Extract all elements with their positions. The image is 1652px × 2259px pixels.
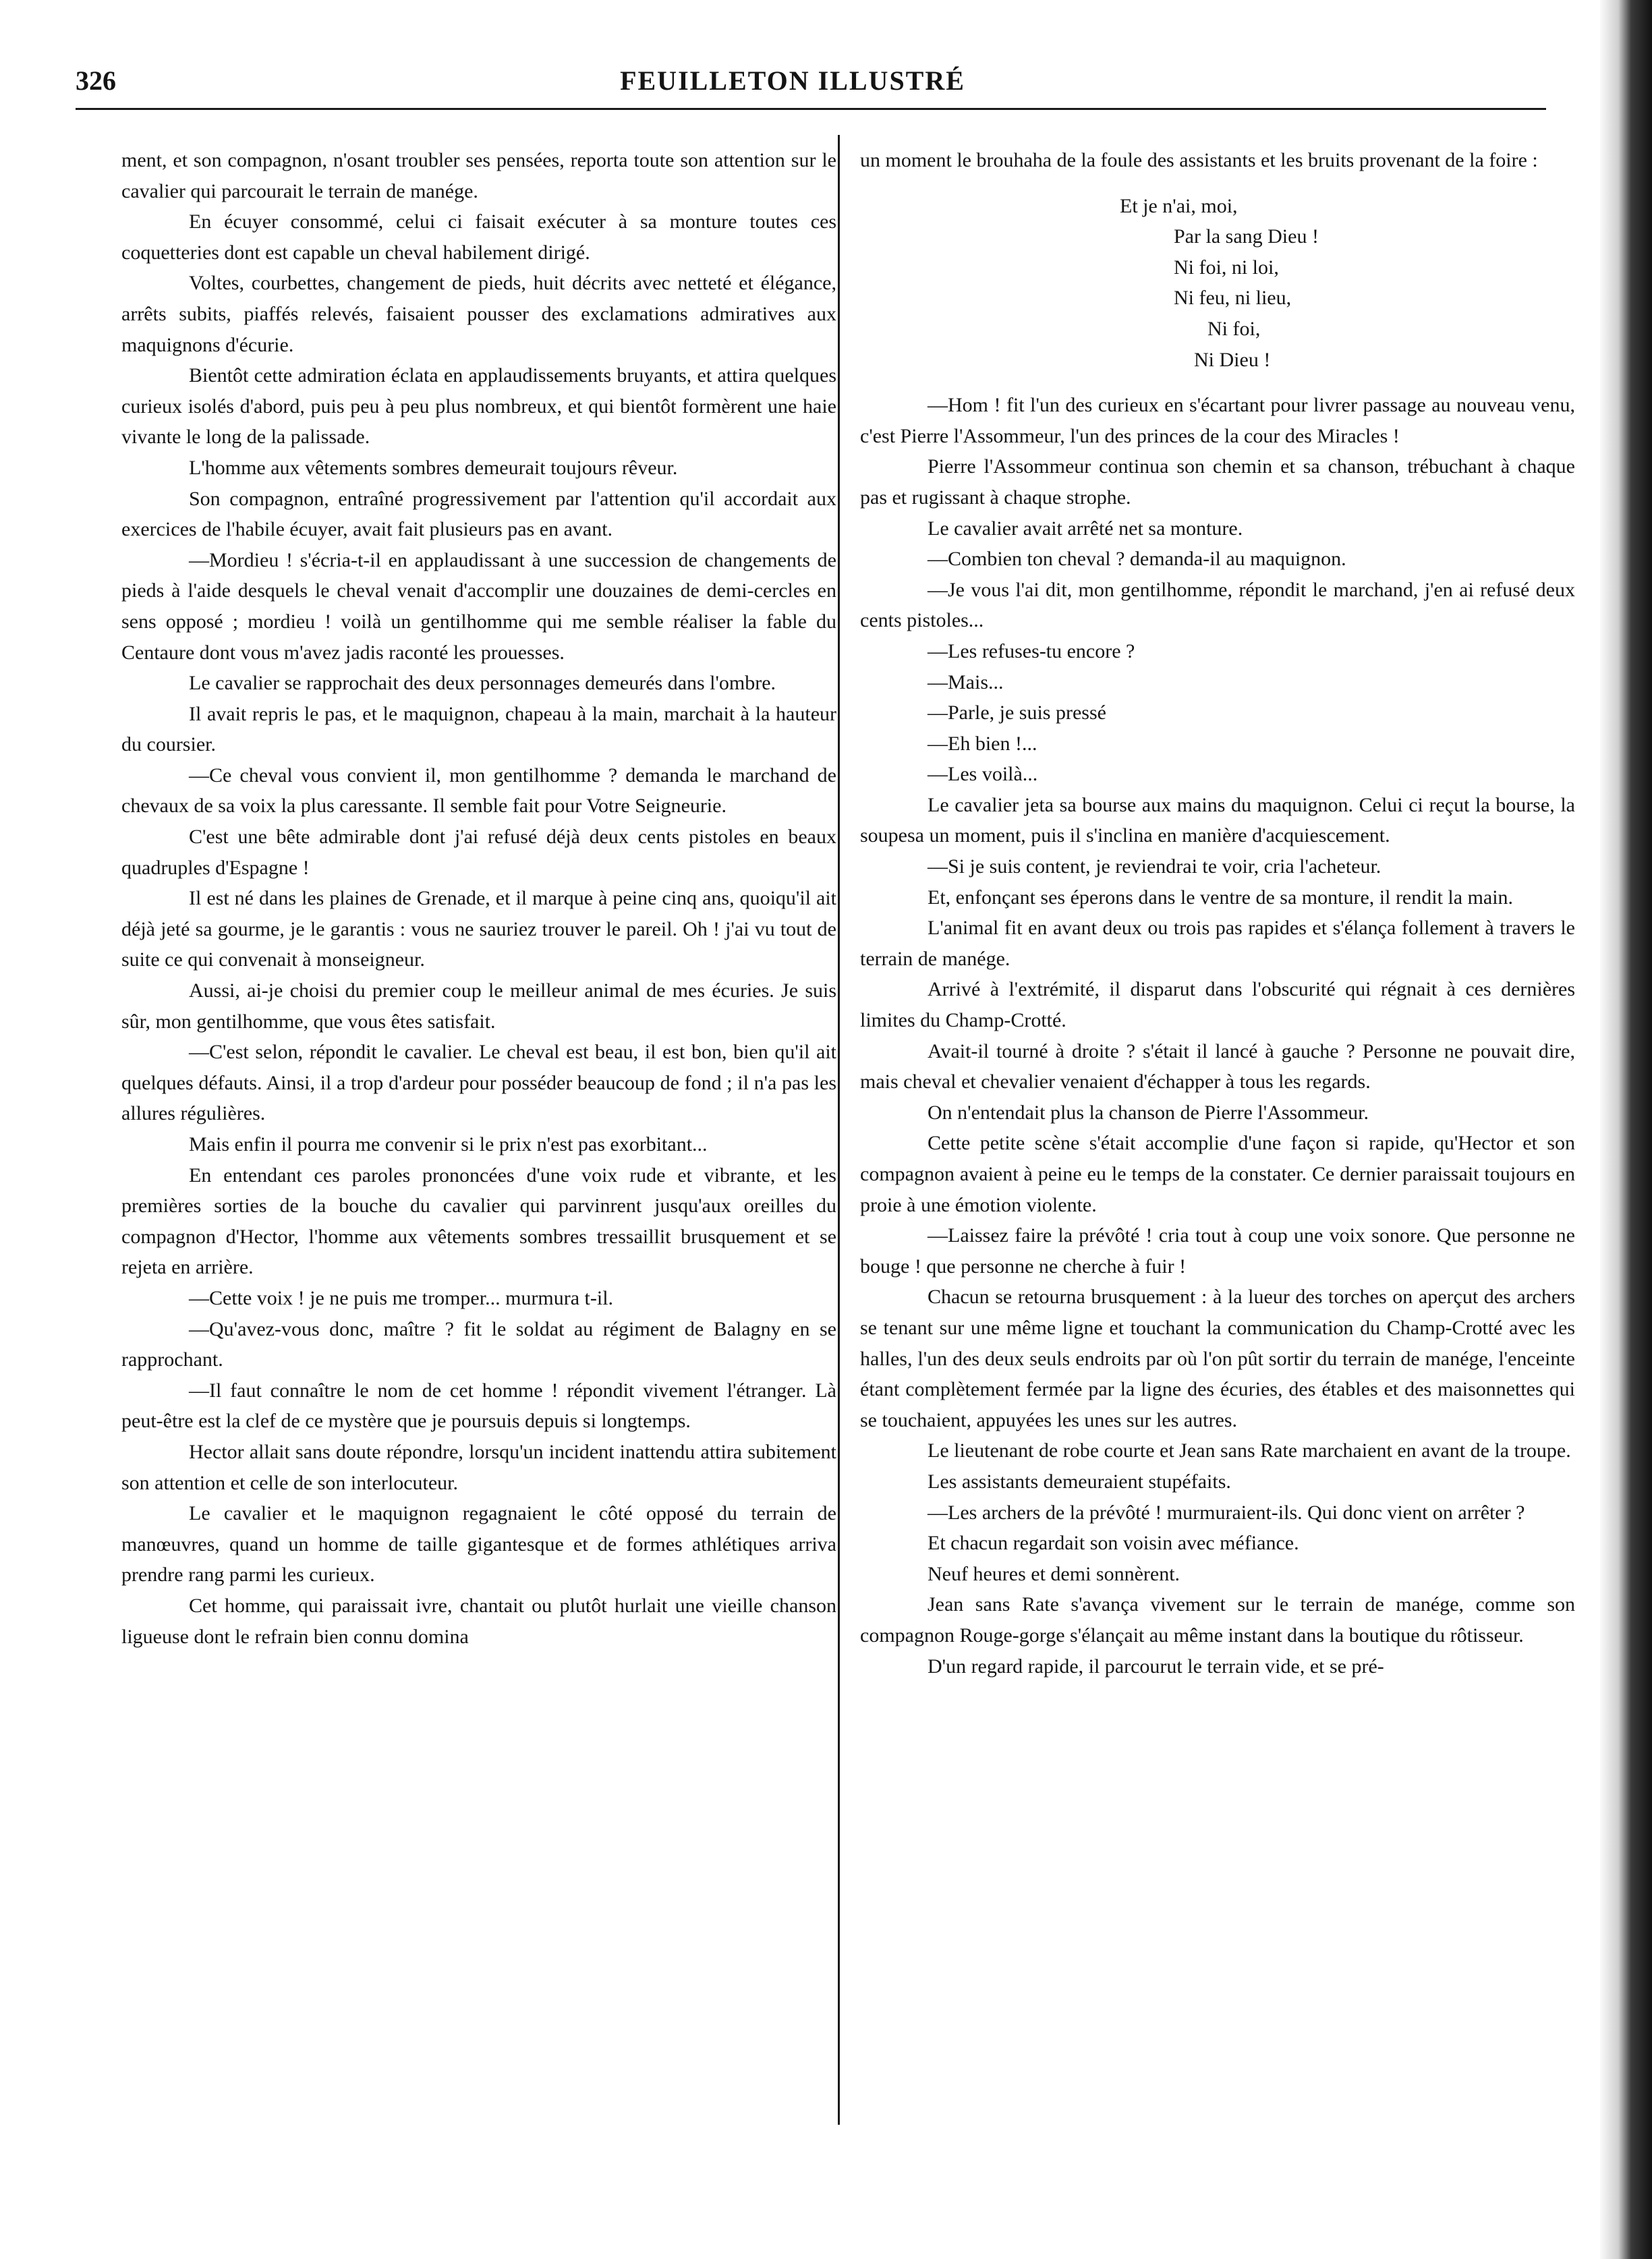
paragraph: —C'est selon, répondit le cavalier. Le cheval est beau, il est bon, bien qu'il ait quelques défauts. Ainsi, il a trop d'ardeur pour posséder beaucoup de fond ; il n'a pas les allures régulières.	[121, 1041, 836, 1125]
paragraph: —Cette voix ! je ne puis me tromper... murmura t-il.	[189, 1286, 614, 1309]
paragraph: Mais enfin il pourra me convenir si le prix n'est pas exorbitant...	[189, 1133, 708, 1155]
paragraph: Son compagnon, entraîné progressivement par l'attention qu'il accordait aux exercices de l'habile écuyer, avait fait plusieurs pas en avant.	[121, 487, 836, 541]
paragraph: Cet homme, qui paraissait ivre, chantait ou plutôt hurlait une vieille chanson ligueuse dont le refrain bien connu domina	[121, 1594, 836, 1648]
paragraph: Et chacun regardait son voisin avec méfiance.	[928, 1532, 1299, 1555]
paragraph: —Eh bien !...	[928, 732, 1037, 755]
paragraph: En entendant ces paroles prononcées d'une voix rude et vibrante, et les premières sorties de la bouche du cavalier qui parvinrent jusqu'aux oreilles du compagnon d'Hector, l'homme aux vêtements sombres tressaillit brusquement et se rejeta en arrière.	[121, 1164, 836, 1279]
paragraph: On n'entendait plus la chanson de Pierre l'Assommeur.	[928, 1101, 1369, 1124]
paragraph: —Je vous l'ai dit, mon gentilhomme, répondit le marchand, j'en ai refusé deux cents pistoles...	[860, 578, 1575, 632]
paragraph: —Si je suis content, je reviendrai te voir, cria l'acheteur.	[928, 855, 1382, 878]
paragraph: Pierre l'Assommeur continua son chemin et sa chanson, trébuchant à chaque pas et rugissant à chaque strophe.	[860, 455, 1575, 509]
verse-line: Ni feu, ni lieu,	[1174, 287, 1292, 310]
paragraph: —Les archers de la prévôté ! murmuraient-ils. Qui donc vient on arrêter ?	[928, 1501, 1525, 1524]
paragraph: Cette petite scène s'était accomplie d'une façon si rapide, qu'Hector et son compagnon avaient à peine eu le temps de la constater. Ce dernier paraissait toujours en proie à une émotion violente.	[860, 1132, 1575, 1216]
verse-line: Et je n'ai, moi,	[1120, 194, 1238, 217]
song-verse	[860, 191, 1575, 376]
paragraph: Arrivé à l'extrémité, il disparut dans l'obscurité qui régnait à ces dernières limites du Champ-Crotté.	[860, 978, 1575, 1032]
paragraph: Jean sans Rate s'avança vivement sur le terrain de manége, comme son compagnon Rouge-gorge s'élançait au même instant dans la boutique du rôtisseur.	[860, 1593, 1575, 1647]
paragraph: —Combien ton cheval ? demanda-il au maquignon.	[928, 548, 1346, 571]
paragraph: —Mordieu ! s'écria-t-il en applaudissant à une succession de changements de pieds à l'aide desquels le cheval venait d'accomplir une douzaines de demi-cercles en sens opposé ; mordieu ! voilà un gentilhomme qui me semble réaliser la fable du Centaure dont vous m'avez jadis raconté les prouesses.	[121, 548, 836, 664]
paragraph: Le cavalier se rapprochait des deux personnages demeurés dans l'ombre.	[189, 672, 776, 695]
paragraph: C'est une bête admirable dont j'ai refusé déjà deux cents pistoles en beaux quadruples d'Espagne !	[121, 826, 836, 879]
verse-line: Par la sang Dieu !	[1174, 225, 1319, 248]
right-column-body	[860, 390, 1575, 1682]
paragraph: Il est né dans les plaines de Grenade, et il marque à peine cinq ans, quoiqu'il ait déjà jeté sa gourme, je le garantis : vous ne sauriez trouver le pareil. Oh ! j'ai vu tout de suite ce qui convenait à monseigneur.	[121, 887, 836, 971]
paragraph: Avait-il tourné à droite ? s'était il lancé à gauche ? Personne ne pouvait dire, mais cheval et chevalier venaient d'échapper à tous les regards.	[860, 1039, 1575, 1093]
verse-line: Ni Dieu !	[1194, 348, 1271, 371]
column-divider	[838, 135, 840, 2125]
paragraph: D'un regard rapide, il parcourut le terrain vide, et se pré-	[928, 1655, 1384, 1678]
right-column-intro: un moment le brouhaha de la foule des assistants et les bruits provenant de la foire :	[860, 149, 1538, 171]
paragraph: —Il faut connaître le nom de cet homme ! répondit vivement l'étranger. Là peut-être est la clef de ce mystère que je poursuis depuis si longtemps.	[121, 1379, 836, 1433]
paragraph: Le cavalier avait arrêté net sa monture.	[928, 517, 1243, 540]
paragraph: Et, enfonçant ses éperons dans le ventre de sa monture, il rendit la main.	[928, 886, 1514, 909]
paragraph: Le lieutenant de robe courte et Jean sans Rate marchaient en avant de la troupe.	[928, 1439, 1571, 1462]
paragraph: Chacun se retourna brusquement : à la lueur des torches on aperçut des archers se tenant sur une même ligne et touchant la communication du Champ-Crotté avec les halles, l'un des deux seuls endroits par où l'on pût sortir du terrain de manége, l'enceinte étant complètement fermée par la ligne des écuries, des étables et des maisonnettes qui se touchaient, appuyées les unes sur les autres.	[860, 1286, 1575, 1431]
paragraph: ment, et son compagnon, n'osant troubler ses pensées, reporta toute son attention sur le cavalier qui parcourait le terrain de manége.	[121, 149, 836, 202]
paragraph: —Qu'avez-vous donc, maître ? fit le soldat au régiment de Balagny en se rapprochant.	[121, 1317, 836, 1371]
scan-edge-shadow	[1600, 0, 1652, 2259]
paragraph: Le cavalier jeta sa bourse aux mains du maquignon. Celui ci reçut la bourse, la soupesa un moment, puis il s'inclina en manière d'acquiescement.	[860, 793, 1575, 847]
paragraph: Aussi, ai-je choisi du premier coup le meilleur animal de mes écuries. Je suis sûr, mon gentilhomme, que vous êtes satisfait.	[121, 979, 836, 1033]
paragraph: —Les voilà...	[928, 763, 1038, 786]
paragraph: L'animal fit en avant deux ou trois pas rapides et s'élança follement à travers le terrain de manége.	[860, 917, 1575, 970]
paragraph: Neuf heures et demi sonnèrent.	[928, 1562, 1180, 1585]
verse-line: Ni foi, ni loi,	[1174, 256, 1279, 279]
paragraph: —Laissez faire la prévôté ! cria tout à coup une voix sonore. Que personne ne bouge ! que personne ne cherche à fuir !	[860, 1224, 1575, 1278]
running-title: FEUILLETON ILLUSTRÉ	[620, 65, 965, 96]
paragraph: —Mais...	[928, 670, 1004, 693]
paragraph: Le cavalier et le maquignon regagnaient le côté opposé du terrain de manœuvres, quand un homme de taille gigantesque et de formes athlétiques arriva prendre rang parmi les curieux.	[121, 1502, 836, 1586]
paragraph: Hector allait sans doute répondre, lorsqu'un incident inattendu attira subitement son attention et celle de son interlocuteur.	[121, 1440, 836, 1494]
paragraph: —Les refuses-tu encore ?	[928, 639, 1135, 662]
paragraph: En écuyer consommé, celui ci faisait exécuter à sa monture toutes ces coquetteries dont est capable un cheval habilement dirigé.	[121, 210, 836, 264]
paragraph: —Parle, je suis pressé	[928, 702, 1106, 724]
paragraph: Il avait repris le pas, et le maquignon, chapeau à la main, marchait à la hauteur du coursier.	[121, 702, 836, 756]
paragraph: —Ce cheval vous convient il, mon gentilhomme ? demanda le marchand de chevaux de sa voix la plus caressante. Il semble fait pour Votre Seigneurie.	[121, 764, 836, 818]
paragraph: Bientôt cette admiration éclata en applaudissements bruyants, et attira quelques curieux isolés d'abord, puis peu à peu plus nombreux, et qui bientôt formèrent une haie vivante le long de la palissade.	[121, 364, 836, 449]
verse-line: Ni foi,	[1207, 317, 1261, 340]
paragraph: Voltes, courbettes, changement de pieds, huit décrits avec netteté et élégance, arrêts subits, piaffés relevés, faisaient pousser des exclamations admiratives aux maquignons d'écurie.	[121, 272, 836, 356]
page-number: 326	[76, 65, 116, 96]
paragraph: Les assistants demeuraient stupéfaits.	[928, 1470, 1231, 1493]
left-column	[121, 145, 836, 1652]
paragraph: L'homme aux vêtements sombres demeurait toujours rêveur.	[189, 456, 678, 479]
header-rule	[76, 108, 1546, 110]
paragraph: —Hom ! fit l'un des curieux en s'écartant pour livrer passage au nouveau venu, c'est Pierre l'Assommeur, l'un des princes de la cour des Miracles !	[860, 394, 1575, 447]
right-column	[860, 145, 1575, 1682]
